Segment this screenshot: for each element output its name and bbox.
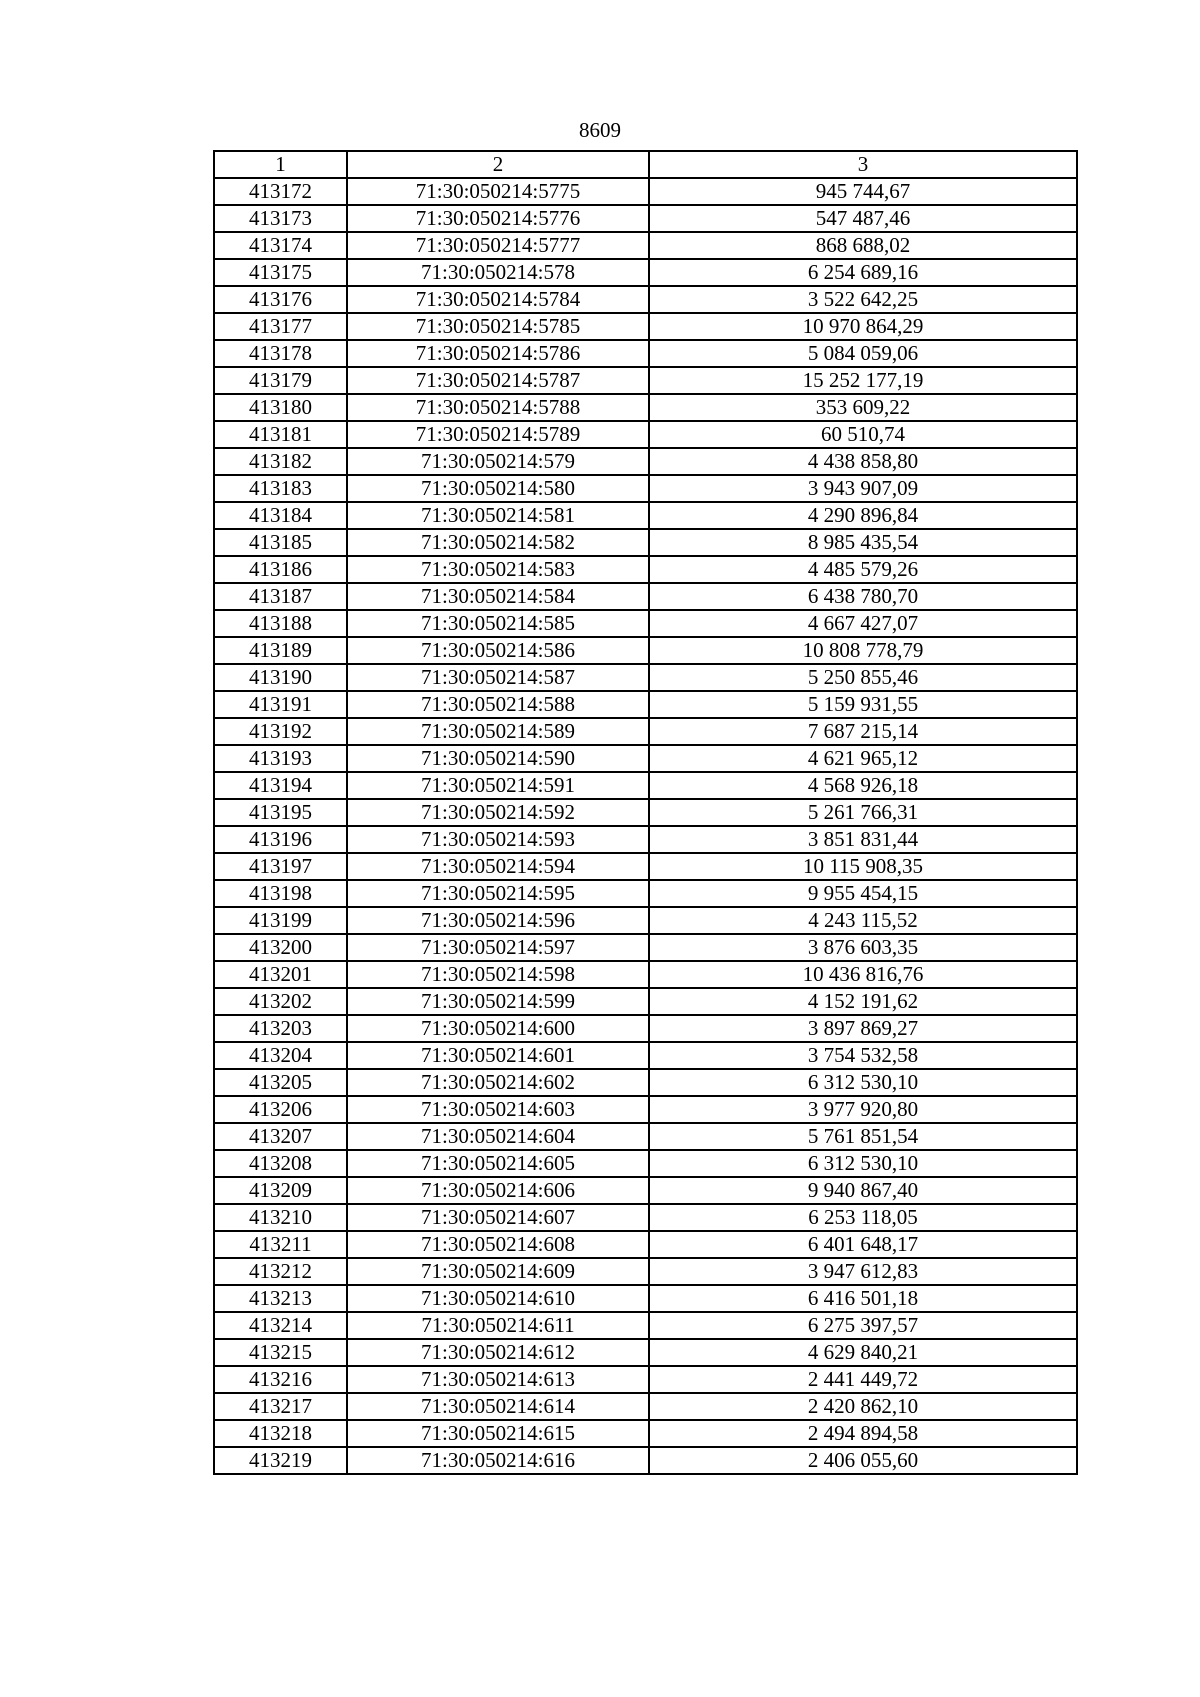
row-number-cell: 413213 [214,1285,347,1312]
row-number-cell: 413182 [214,448,347,475]
value-cell: 6 312 530,10 [649,1069,1077,1096]
table-row [214,1096,1077,1123]
value-cell: 4 290 896,84 [649,502,1077,529]
cadastral-number-cell: 71:30:050214:596 [347,907,649,934]
table-row [214,340,1077,367]
table-row [214,853,1077,880]
table-row [214,1258,1077,1285]
row-number-cell: 413173 [214,205,347,232]
table-row [214,232,1077,259]
cadastral-number-cell: 71:30:050214:5785 [347,313,649,340]
table-row [214,367,1077,394]
cadastral-number-cell: 71:30:050214:5788 [347,394,649,421]
column-header-1: 1 [214,151,347,178]
table-row [214,718,1077,745]
cadastral-number-cell: 71:30:050214:603 [347,1096,649,1123]
table-row [214,1042,1077,1069]
table-row [214,1069,1077,1096]
value-cell: 353 609,22 [649,394,1077,421]
cadastral-number-cell: 71:30:050214:607 [347,1204,649,1231]
table-row [214,772,1077,799]
row-number-cell: 413193 [214,745,347,772]
row-number-cell: 413184 [214,502,347,529]
value-cell: 547 487,46 [649,205,1077,232]
cadastral-number-cell: 71:30:050214:599 [347,988,649,1015]
value-cell: 4 621 965,12 [649,745,1077,772]
cadastral-number-cell: 71:30:050214:585 [347,610,649,637]
value-cell: 10 436 816,76 [649,961,1077,988]
cadastral-number-cell: 71:30:050214:597 [347,934,649,961]
cadastral-number-cell: 71:30:050214:598 [347,961,649,988]
cadastral-number-cell: 71:30:050214:5789 [347,421,649,448]
row-number-cell: 413195 [214,799,347,826]
row-number-cell: 413179 [214,367,347,394]
table-row [214,1366,1077,1393]
table-row [214,1015,1077,1042]
cadastral-number-cell: 71:30:050214:578 [347,259,649,286]
value-cell: 6 416 501,18 [649,1285,1077,1312]
table-row [214,1447,1077,1474]
row-number-cell: 413208 [214,1150,347,1177]
cadastral-number-cell: 71:30:050214:5786 [347,340,649,367]
table-row [214,691,1077,718]
value-cell: 5 159 931,55 [649,691,1077,718]
value-cell: 4 667 427,07 [649,610,1077,637]
row-number-cell: 413212 [214,1258,347,1285]
row-number-cell: 413216 [214,1366,347,1393]
value-cell: 2 406 055,60 [649,1447,1077,1474]
table-row [214,556,1077,583]
cadastral-number-cell: 71:30:050214:595 [347,880,649,907]
cadastral-number-cell: 71:30:050214:610 [347,1285,649,1312]
table-row [214,1231,1077,1258]
cadastral-number-cell: 71:30:050214:581 [347,502,649,529]
table-row [214,475,1077,502]
value-cell: 9 955 454,15 [649,880,1077,907]
row-number-cell: 413196 [214,826,347,853]
table-row [214,529,1077,556]
row-number-cell: 413177 [214,313,347,340]
cadastral-number-cell: 71:30:050214:580 [347,475,649,502]
value-cell: 4 629 840,21 [649,1339,1077,1366]
value-cell: 3 754 532,58 [649,1042,1077,1069]
cadastral-number-cell: 71:30:050214:604 [347,1123,649,1150]
cadastral-number-cell: 71:30:050214:614 [347,1393,649,1420]
value-cell: 3 947 612,83 [649,1258,1077,1285]
table-row [214,1177,1077,1204]
row-number-cell: 413185 [214,529,347,556]
table-body [214,178,1077,1474]
value-cell: 3 897 869,27 [649,1015,1077,1042]
table-row [214,1339,1077,1366]
row-number-cell: 413192 [214,718,347,745]
table-row [214,502,1077,529]
table-row [214,799,1077,826]
value-cell: 4 485 579,26 [649,556,1077,583]
cadastral-number-cell: 71:30:050214:592 [347,799,649,826]
value-cell: 5 261 766,31 [649,799,1077,826]
row-number-cell: 413210 [214,1204,347,1231]
value-cell: 5 761 851,54 [649,1123,1077,1150]
data-table [213,150,1078,1475]
row-number-cell: 413214 [214,1312,347,1339]
cadastral-number-cell: 71:30:050214:588 [347,691,649,718]
table-row [214,178,1077,205]
page-number: 8609 [579,118,621,142]
value-cell: 10 115 908,35 [649,853,1077,880]
table-row [214,421,1077,448]
value-cell: 6 312 530,10 [649,1150,1077,1177]
table-row [214,907,1077,934]
cadastral-number-cell: 71:30:050214:593 [347,826,649,853]
table-row [214,448,1077,475]
value-cell: 2 494 894,58 [649,1420,1077,1447]
value-cell: 9 940 867,40 [649,1177,1077,1204]
cadastral-number-cell: 71:30:050214:608 [347,1231,649,1258]
value-cell: 2 441 449,72 [649,1366,1077,1393]
column-header-3: 3 [649,151,1077,178]
row-number-cell: 413175 [214,259,347,286]
table-row [214,988,1077,1015]
value-cell: 4 438 858,80 [649,448,1077,475]
row-number-cell: 413191 [214,691,347,718]
table-row [214,259,1077,286]
table-row [214,1285,1077,1312]
cadastral-number-cell: 71:30:050214:615 [347,1420,649,1447]
cadastral-number-cell: 71:30:050214:591 [347,772,649,799]
row-number-cell: 413180 [214,394,347,421]
value-cell: 2 420 862,10 [649,1393,1077,1420]
row-number-cell: 413183 [214,475,347,502]
table-row [214,1123,1077,1150]
row-number-cell: 413209 [214,1177,347,1204]
value-cell: 3 876 603,35 [649,934,1077,961]
row-number-cell: 413204 [214,1042,347,1069]
value-cell: 8 985 435,54 [649,529,1077,556]
cadastral-number-cell: 71:30:050214:582 [347,529,649,556]
cadastral-number-cell: 71:30:050214:5776 [347,205,649,232]
value-cell: 6 401 648,17 [649,1231,1077,1258]
cadastral-number-cell: 71:30:050214:611 [347,1312,649,1339]
table-row [214,610,1077,637]
value-cell: 6 253 118,05 [649,1204,1077,1231]
cadastral-number-cell: 71:30:050214:602 [347,1069,649,1096]
table-row [214,664,1077,691]
cadastral-number-cell: 71:30:050214:589 [347,718,649,745]
value-cell: 868 688,02 [649,232,1077,259]
cadastral-number-cell: 71:30:050214:5775 [347,178,649,205]
row-number-cell: 413176 [214,286,347,313]
value-cell: 3 977 920,80 [649,1096,1077,1123]
value-cell: 5 250 855,46 [649,664,1077,691]
cadastral-number-cell: 71:30:050214:587 [347,664,649,691]
cadastral-number-cell: 71:30:050214:616 [347,1447,649,1474]
row-number-cell: 413200 [214,934,347,961]
cadastral-number-cell: 71:30:050214:613 [347,1366,649,1393]
row-number-cell: 413181 [214,421,347,448]
row-number-cell: 413215 [214,1339,347,1366]
cadastral-number-cell: 71:30:050214:606 [347,1177,649,1204]
value-cell: 15 252 177,19 [649,367,1077,394]
row-number-cell: 413189 [214,637,347,664]
row-number-cell: 413207 [214,1123,347,1150]
row-number-cell: 413202 [214,988,347,1015]
value-cell: 10 808 778,79 [649,637,1077,664]
value-cell: 7 687 215,14 [649,718,1077,745]
row-number-cell: 413190 [214,664,347,691]
cadastral-number-cell: 71:30:050214:5784 [347,286,649,313]
value-cell: 6 254 689,16 [649,259,1077,286]
value-cell: 3 522 642,25 [649,286,1077,313]
table-row [214,826,1077,853]
table-row [214,745,1077,772]
value-cell: 4 568 926,18 [649,772,1077,799]
table-header [214,151,1077,178]
table-row [214,1204,1077,1231]
row-number-cell: 413186 [214,556,347,583]
row-number-cell: 413203 [214,1015,347,1042]
table-row [214,880,1077,907]
table-row [214,1420,1077,1447]
cadastral-number-cell: 71:30:050214:5777 [347,232,649,259]
value-cell: 10 970 864,29 [649,313,1077,340]
row-number-cell: 413218 [214,1420,347,1447]
value-cell: 6 275 397,57 [649,1312,1077,1339]
table-row [214,1393,1077,1420]
cadastral-number-cell: 71:30:050214:590 [347,745,649,772]
table-row [214,961,1077,988]
row-number-cell: 413174 [214,232,347,259]
row-number-cell: 413211 [214,1231,347,1258]
table-row [214,934,1077,961]
value-cell: 4 243 115,52 [649,907,1077,934]
row-number-cell: 413198 [214,880,347,907]
row-number-cell: 413197 [214,853,347,880]
row-number-cell: 413187 [214,583,347,610]
table-row [214,637,1077,664]
table-row [214,394,1077,421]
table-row [214,313,1077,340]
value-cell: 3 851 831,44 [649,826,1077,853]
row-number-cell: 413199 [214,907,347,934]
row-number-cell: 413201 [214,961,347,988]
row-number-cell: 413205 [214,1069,347,1096]
cadastral-number-cell: 71:30:050214:601 [347,1042,649,1069]
cadastral-number-cell: 71:30:050214:612 [347,1339,649,1366]
row-number-cell: 413219 [214,1447,347,1474]
value-cell: 4 152 191,62 [649,988,1077,1015]
cadastral-number-cell: 71:30:050214:584 [347,583,649,610]
value-cell: 3 943 907,09 [649,475,1077,502]
table-row [214,205,1077,232]
table-row [214,1150,1077,1177]
cadastral-number-cell: 71:30:050214:609 [347,1258,649,1285]
table-row [214,286,1077,313]
row-number-cell: 413172 [214,178,347,205]
cadastral-number-cell: 71:30:050214:605 [347,1150,649,1177]
table-row [214,1312,1077,1339]
value-cell: 945 744,67 [649,178,1077,205]
row-number-cell: 413206 [214,1096,347,1123]
value-cell: 6 438 780,70 [649,583,1077,610]
value-cell: 60 510,74 [649,421,1077,448]
value-cell: 5 084 059,06 [649,340,1077,367]
row-number-cell: 413217 [214,1393,347,1420]
row-number-cell: 413194 [214,772,347,799]
table-row [214,583,1077,610]
header-row [214,151,1077,178]
cadastral-number-cell: 71:30:050214:583 [347,556,649,583]
row-number-cell: 413178 [214,340,347,367]
cadastral-number-cell: 71:30:050214:586 [347,637,649,664]
cadastral-number-cell: 71:30:050214:5787 [347,367,649,394]
column-header-2: 2 [347,151,649,178]
row-number-cell: 413188 [214,610,347,637]
cadastral-number-cell: 71:30:050214:579 [347,448,649,475]
cadastral-number-cell: 71:30:050214:594 [347,853,649,880]
cadastral-number-cell: 71:30:050214:600 [347,1015,649,1042]
